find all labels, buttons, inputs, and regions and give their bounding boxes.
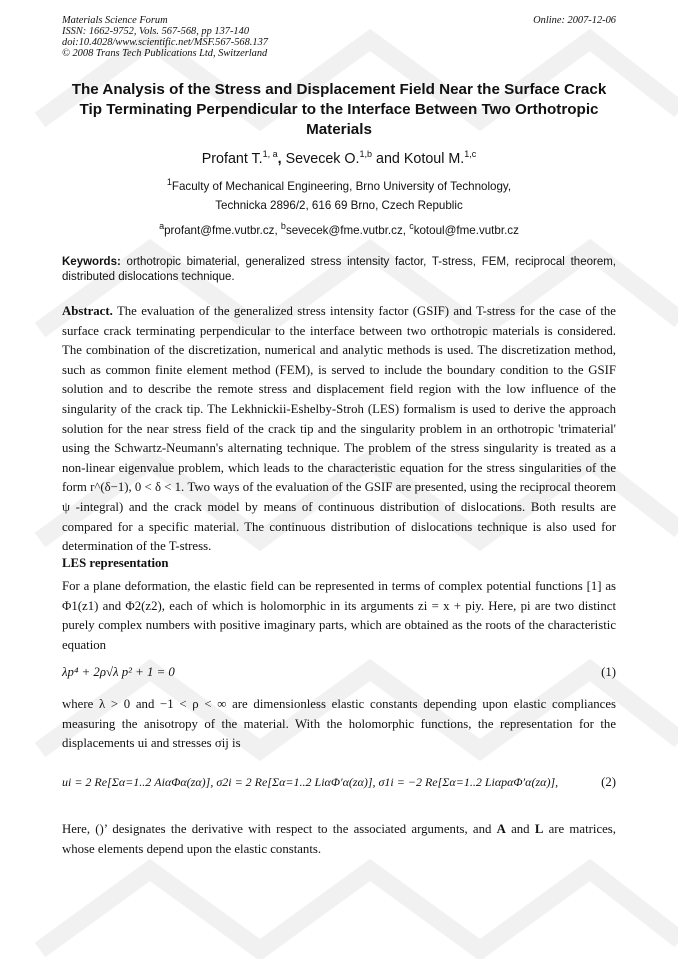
email-link[interactable]: sevecek@fme.vutbr.cz, — [285, 223, 410, 237]
email-line: $^a$profant@fme.vutbr.cz, $^b$sevecek@fme.vutbr.cz, $^c$kotoul@fme.vutbr.cz — [159, 221, 519, 237]
author-list — [62, 149, 616, 167]
abstract-text: The evaluation of the generalized stress intensity factor (GSIF) and T-stress for the case of the surface crack terminating perpendicular to the interface between two orthotropic materials is considered. The combination of the discretization, numerical and analytic methods is used. The discretization method, such as common finite element method (FEM), is served to include the boundary condition to the GSIF solution and to describe the remote stress and displacement field region with the low influence of the singularity of the crack tip. The Lekhnickii-Eshelby-Stroh (LES) formalism is used to derive the approach solution for the near stress field of the crack tip and the singularity problem in an orthotropic 'trimaterial' using the Schwartz-Neumann's alternating technique. The problem of the stress singularity is treated as a non-linear eigenvalue problem, which leads to the characteristic equation for the stress singularities of the form r^(δ−1), 0 < δ < 1. Two ways of the evaluation of the GSIF are presented, using the reciprocal theorem ψ -integral) and the crack model by means of continuous distribution of dislocations. Both results are compared for a specific material. The continuous distribution of dislocations technique is also used for determination of the T-stress. — [62, 304, 616, 554]
paragraph-2: where λ > 0 and −1 < ρ < ∞ are dimensionless elastic constants depending upon elastic compliances measuring the anisotropy of the material. With the holomorphic functions, the representation for the displacements ui and stresses σij is — [62, 697, 616, 751]
equation-1: λp⁴ + 2ρ√λ p² + 1 = 0 — [62, 665, 175, 679]
paper-title: The Analysis of the Stress and Displacement Field Near the Surface Crack Tip Terminating Perpendicular to the Interface Between Two Orthotropic Materials — [71, 81, 607, 138]
equation-2: ui = 2 Re[Σα=1..2 AiαΦα(zα)], σ2i = 2 Re[Σα=1..2 LiαΦ′α(zα)], σ1i = −2 Re[Σα=1..2 LiαpαΦ′α(zα)], — [62, 775, 559, 789]
affiliation-line-2: Technicka 2896/2, 616 69 Brno, Czech Republic — [215, 199, 463, 212]
affiliation-sup: 1 — [166, 177, 172, 187]
copyright-line: © 2008 Trans Tech Publications Ltd, Switzerland — [62, 48, 268, 59]
journal-header — [62, 15, 268, 59]
keywords-block — [62, 255, 616, 285]
author-sup: 1,c — [464, 149, 477, 159]
email-link[interactable]: kotoul@fme.vutbr.cz — [413, 223, 519, 237]
keywords-label: Keywords: — [62, 256, 121, 268]
paragraph-1: For a plane deformation, the elastic field can be represented in terms of complex potential functions [1] as Φ1(z1) and Φ2(z2), each of which is holomorphic in its arguments zi = x + piy. Here, pi are two distinct purely complex numbers with positive imaginary parts, which are obtained as the roots of the characteristic equation — [62, 579, 616, 652]
abstract — [62, 302, 616, 557]
online-date: Online: 2007-12-06 — [533, 15, 616, 26]
author-sup: 1, a — [262, 149, 278, 159]
equation-1-number: (1) — [601, 665, 616, 679]
section-heading: LES representation — [62, 556, 169, 570]
abstract-label: Abstract. — [62, 304, 113, 318]
author-sup: 1,b — [359, 149, 373, 159]
email-link[interactable]: profant@fme.vutbr.cz, — [164, 223, 281, 237]
doi-line: doi:10.4028/www.scientific.net/MSF.567-568.137 — [62, 37, 268, 48]
keywords-text: orthotropic bimaterial, generalized stress intensity factor, T-stress, FEM, reciprocal theorem, distributed dislocations technique. — [62, 256, 616, 283]
author-name: Sevecek O. — [285, 150, 360, 167]
author-separator: and — [372, 150, 404, 167]
paragraph-3: Here, ()’ designates the derivative with respect to the associated arguments, and A and L are matrices, whose elements depend upon the elastic constants. — [62, 822, 616, 856]
author-name: Kotoul M. — [403, 150, 465, 167]
author-name: Profant T. — [201, 150, 263, 167]
affiliation-line-1: $^1$Faculty of Mechanical Engineering, Brno University of Technology, — [166, 177, 512, 193]
issn-line: ISSN: 1662-9752, Vols. 567-568, pp 137-140 — [62, 26, 250, 37]
author-separator: , — [277, 150, 286, 167]
journal-name: Materials Science Forum — [62, 15, 168, 26]
equation-2-number: (2) — [601, 775, 616, 789]
